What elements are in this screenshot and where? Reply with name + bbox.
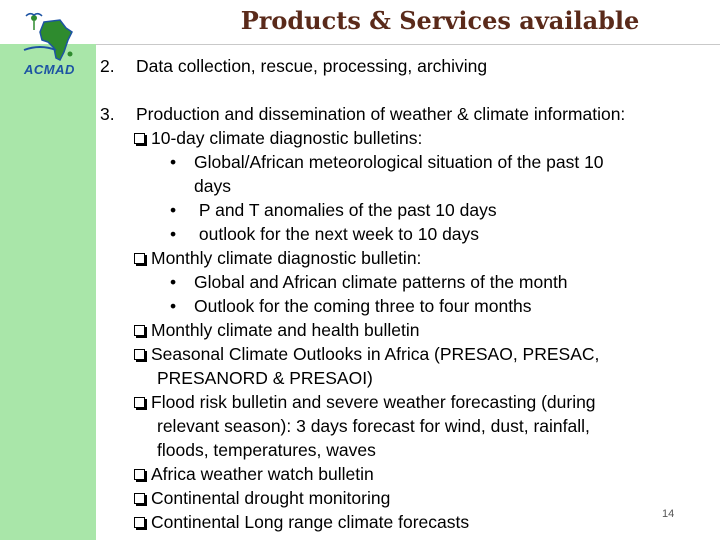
checkbox-bullet-icon: [134, 517, 145, 528]
bullet-icon: •: [170, 224, 177, 244]
item-number: 2.: [100, 56, 115, 76]
left-sidebar: [0, 0, 96, 540]
bullet-icon: •: [170, 296, 177, 316]
item-text: Data collection, rescue, processing, archiving: [136, 56, 488, 76]
sub-item: Africa weather watch bulletin: [100, 462, 712, 486]
bullet-item: • outlook for the next week to 10 days: [170, 224, 480, 244]
bullet-item: • Outlook for the coming three to four months: [170, 296, 532, 316]
checkbox-bullet-icon: [134, 397, 145, 408]
bullet-item: • P and T anomalies of the past 10 days: [170, 200, 497, 220]
sub-item: Monthly climate diagnostic bulletin:: [100, 246, 712, 270]
bullet-item: • Global/African meteorological situation of the past 10: [170, 152, 604, 172]
sub-item: Continental drought monitoring: [100, 486, 712, 510]
page-number: 14: [662, 508, 675, 520]
sub-item: Monthly climate and health bulletin: [100, 318, 712, 342]
item-number: 3.: [100, 104, 115, 124]
sub-item: Flood risk bulletin and severe weather forecasting (during: [100, 390, 712, 414]
checkbox-bullet-icon: [134, 253, 145, 264]
sub-item: Seasonal Climate Outlooks in Africa (PRESAO, PRESAC,: [100, 342, 712, 366]
sub-item: Continental Long range climate forecasts: [100, 510, 712, 534]
checkbox-bullet-icon: [134, 325, 145, 336]
checkbox-bullet-icon: [134, 493, 145, 504]
bullet-icon: •: [170, 152, 177, 172]
sub-item-cont: PRESANORD & PRESAOI): [157, 368, 373, 388]
bullet-item: • Global and African climate patterns of the month: [170, 272, 568, 292]
slide-title: Products & Services available: [240, 6, 640, 35]
sub-item-cont: floods, temperatures, waves: [157, 440, 376, 460]
slide-content: [100, 54, 712, 534]
list-item: [100, 102, 712, 126]
sub-item-cont: relevant season): 3 days forecast for wind, dust, rainfall,: [157, 416, 590, 436]
bullet-icon: •: [170, 200, 177, 220]
bullet-icon: •: [170, 272, 177, 292]
list-item: [100, 54, 712, 78]
title-divider: [96, 44, 720, 45]
bullet-item-cont: days: [194, 176, 231, 196]
checkbox-bullet-icon: [134, 469, 145, 480]
checkbox-bullet-icon: [134, 133, 145, 144]
checkbox-bullet-icon: [134, 349, 145, 360]
sub-item: 10-day climate diagnostic bulletins:: [100, 126, 712, 150]
logo-text: ACMAD: [24, 62, 75, 77]
item-text: Production and dissemination of weather & climate information:: [136, 104, 626, 124]
